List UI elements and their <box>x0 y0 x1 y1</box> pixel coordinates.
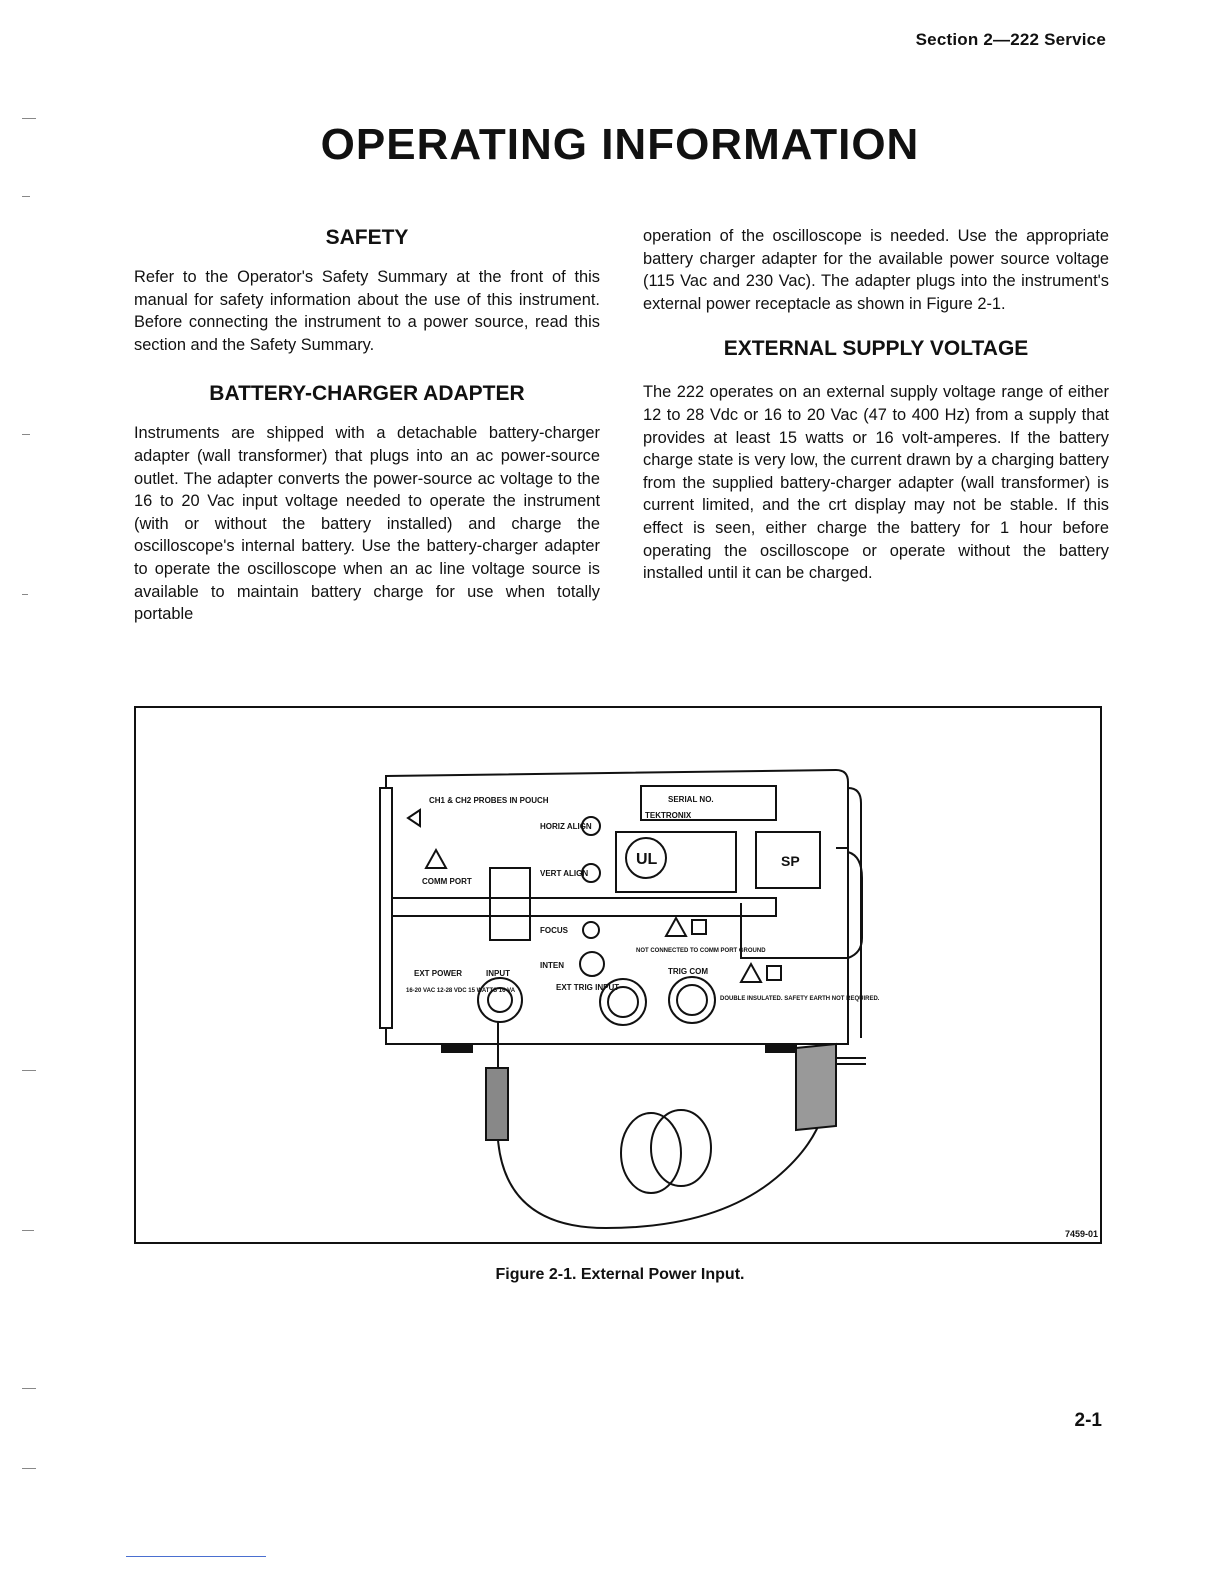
inten-label: INTEN <box>540 961 564 970</box>
csa-mark: SP <box>781 853 800 869</box>
margin-mark <box>22 1468 36 1469</box>
tektronix-label: TEKTRONIX <box>645 811 692 820</box>
oscilloscope-rear-panel-illustration <box>136 708 1100 1242</box>
left-column <box>134 224 600 626</box>
probes-label: CH1 & CH2 PROBES IN POUCH <box>429 796 549 805</box>
ext-power-specs: 16-20 VAC 12-28 VDC 15 WATTS 16 VA <box>406 988 516 994</box>
input-label: INPUT <box>486 969 510 978</box>
right-column <box>643 225 1109 585</box>
safety-paragraph: Refer to the Operator's Safety Summary at the front of this manual for safety information about the use of this instrument. Before connecting the instrument to a power source, read this section and the Safety Summary. <box>134 268 600 354</box>
serial-label: SERIAL NO. <box>668 795 714 804</box>
battery-charger-continued: operation of the oscilloscope is needed. Use the appropriate battery charger adapter for the available power source voltage (115 Vac and 230 Vac). The adapter plugs into the instrument's external power receptacle as shown in Figure 2-1. <box>643 227 1109 313</box>
battery-charger-heading: BATTERY-CHARGER ADAPTER <box>209 382 525 406</box>
margin-mark <box>22 434 30 435</box>
double-insulated-label: DOUBLE INSULATED. SAFETY EARTH NOT REQUIRED. <box>720 996 880 1002</box>
focus-label: FOCUS <box>540 926 568 935</box>
not-connected-label: NOT CONNECTED TO COMM PORT GROUND <box>636 948 766 954</box>
figure-number: 7459-01 <box>1064 1229 1098 1239</box>
section-header: Section 2—222 Service <box>915 30 1106 49</box>
external-supply-heading: EXTERNAL SUPPLY VOLTAGE <box>723 337 1029 361</box>
margin-mark <box>22 1070 36 1071</box>
margin-mark <box>22 1388 36 1389</box>
margin-mark <box>22 118 36 119</box>
margin-mark <box>22 196 30 197</box>
ext-trig-label: EXT TRIG INPUT <box>556 983 620 992</box>
external-supply-paragraph: The 222 operates on an external supply voltage range of either 12 to 28 Vdc or 16 to 20 Vac (47 to 400 Hz) from a supply that provides at least 15 watts or 16 volt-amperes. If the battery charge state is very low, the current drawn by a charging battery from the supplied battery-charger adapter (wall transformer) is current limited, and the crt display may not be stable. If this effect is seen, either charge the battery for 1 hour before operating the oscilloscope or operate without the battery installed until it can be charged. <box>643 383 1109 583</box>
vert-align-label: VERT ALIGN <box>540 869 589 878</box>
margin-mark <box>22 594 28 595</box>
bottom-rule <box>126 1556 266 1557</box>
ext-power-label: EXT POWER <box>414 969 463 978</box>
safety-heading: SAFETY <box>325 226 409 249</box>
horiz-align-label: HORIZ ALIGN <box>540 822 592 831</box>
figure-frame <box>134 706 1102 1244</box>
page-title: OPERATING INFORMATION <box>320 120 920 169</box>
comm-port-label: COMM PORT <box>422 877 472 886</box>
margin-mark <box>22 1230 34 1231</box>
page-number: 2-1 <box>1074 1410 1102 1431</box>
battery-charger-paragraph: Instruments are shipped with a detachable battery-charger adapter (wall transformer) that plugs into an ac power-source outlet. The adapter converts the power-source ac voltage to the 16 to 20 Vac input voltage needed to operate the instrument (with or without the battery installed) and charge the oscilloscope's internal battery. Use the battery-charger adapter to operate the oscilloscope when an ac line voltage source is available to maintain battery charge for use when totally portable <box>134 424 600 624</box>
ul-mark: UL <box>636 851 658 868</box>
trig-com-label: TRIG COM <box>668 967 708 976</box>
figure-caption: Figure 2-1. External Power Input. <box>495 1266 745 1283</box>
